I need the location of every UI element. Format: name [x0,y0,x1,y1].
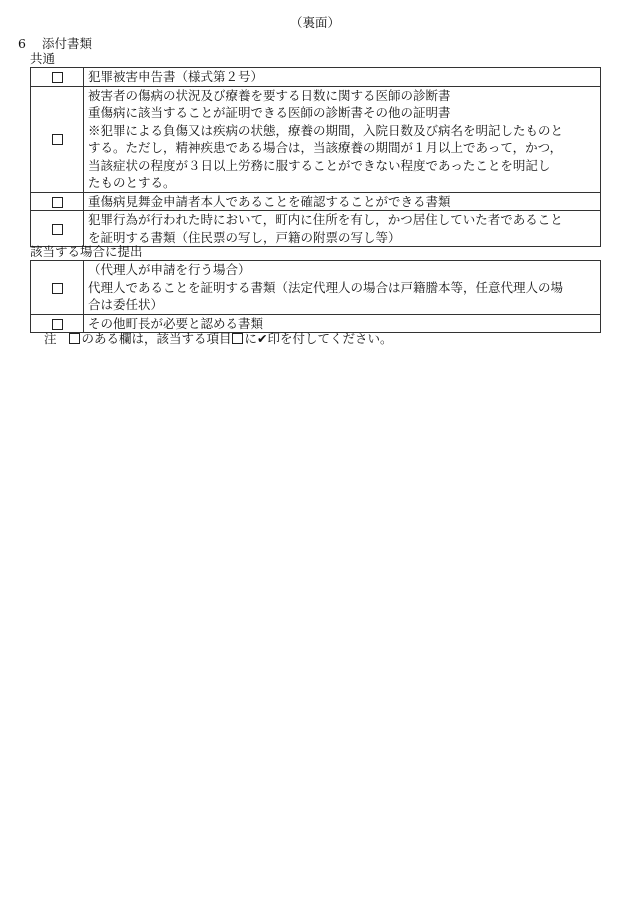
document-line: を証明する書類（住民票の写し，戸籍の附票の写し等） [88,229,401,245]
table-row [31,68,601,87]
document-line: 重傷病見舞金申請者本人であることを確認することができる書類 [88,193,451,209]
footnote [44,330,392,347]
common-documents-table [30,67,601,247]
document-line: 当該症状の程度が３日以上労務に服することができない程度であったことを明記し [88,157,551,173]
document-cell [84,211,601,247]
document-line: その他町長が必要と認める書類 [88,315,264,331]
checkbox[interactable] [52,197,63,208]
checkbox-symbol-icon [232,333,243,344]
checkbox-cell [31,192,84,211]
checkbox[interactable] [52,134,63,145]
note-text-2: に [244,331,257,346]
checkbox-cell [31,68,84,87]
document-line: 重傷病に該当することが証明できる医師の診断書その他の証明書 [88,105,451,120]
checkbox[interactable] [52,72,63,83]
document-cell [84,192,601,211]
table-row [31,86,601,192]
checkbox[interactable] [52,319,63,330]
table-row [31,211,601,247]
note-text-3: 印を付してください。 [267,331,393,346]
document-line: する。ただし，精神疾患である場合は，当該療養の期間が１月以上であって，かつ， [88,140,563,155]
document-line: 合は委任状） [88,297,164,312]
table-row [31,192,601,211]
checkbox-symbol-icon [69,333,80,344]
page-header: （裏面） [289,15,340,30]
section-title: 添付書類 [42,36,93,51]
document-line: 被害者の傷病の状況及び療養を要する日数に関する医師の診断書 [88,87,451,103]
section-heading [18,35,92,52]
table-row [31,261,601,315]
checkbox-cell [31,261,84,315]
conditional-documents-table [30,260,601,333]
check-mark-icon: ✔ [256,331,268,346]
checkbox[interactable] [52,283,63,294]
document-line: 代理人であることを証明する書類（法定代理人の場合は戸籍謄本等，任意代理人の場 [88,279,564,295]
note-text-1: のある欄は，該当する項目 [81,331,232,346]
document-line: ※犯罪による負傷又は疾病の状態，療養の期間，入院日数及び病名を明記したものと [88,122,564,138]
document-line: （代理人が申請を行う場合） [88,262,251,277]
document-line: たものとする。 [88,175,176,190]
checkbox-cell [31,211,84,247]
section-number: 6 [18,36,26,51]
note-prefix: 注 [44,331,57,346]
document-line: 犯罪行為が行われた時において，町内に住所を有し，かつ居住していた者であること [88,212,563,227]
document-cell [84,261,601,315]
checkbox[interactable] [52,224,63,235]
checkbox-cell [31,86,84,192]
document-cell [84,86,601,192]
common-label: 共通 [30,51,56,66]
conditional-label: 該当する場合に提出 [30,244,143,259]
document-cell [84,68,601,87]
document-line: 犯罪被害申告書（様式第２号） [88,69,264,84]
